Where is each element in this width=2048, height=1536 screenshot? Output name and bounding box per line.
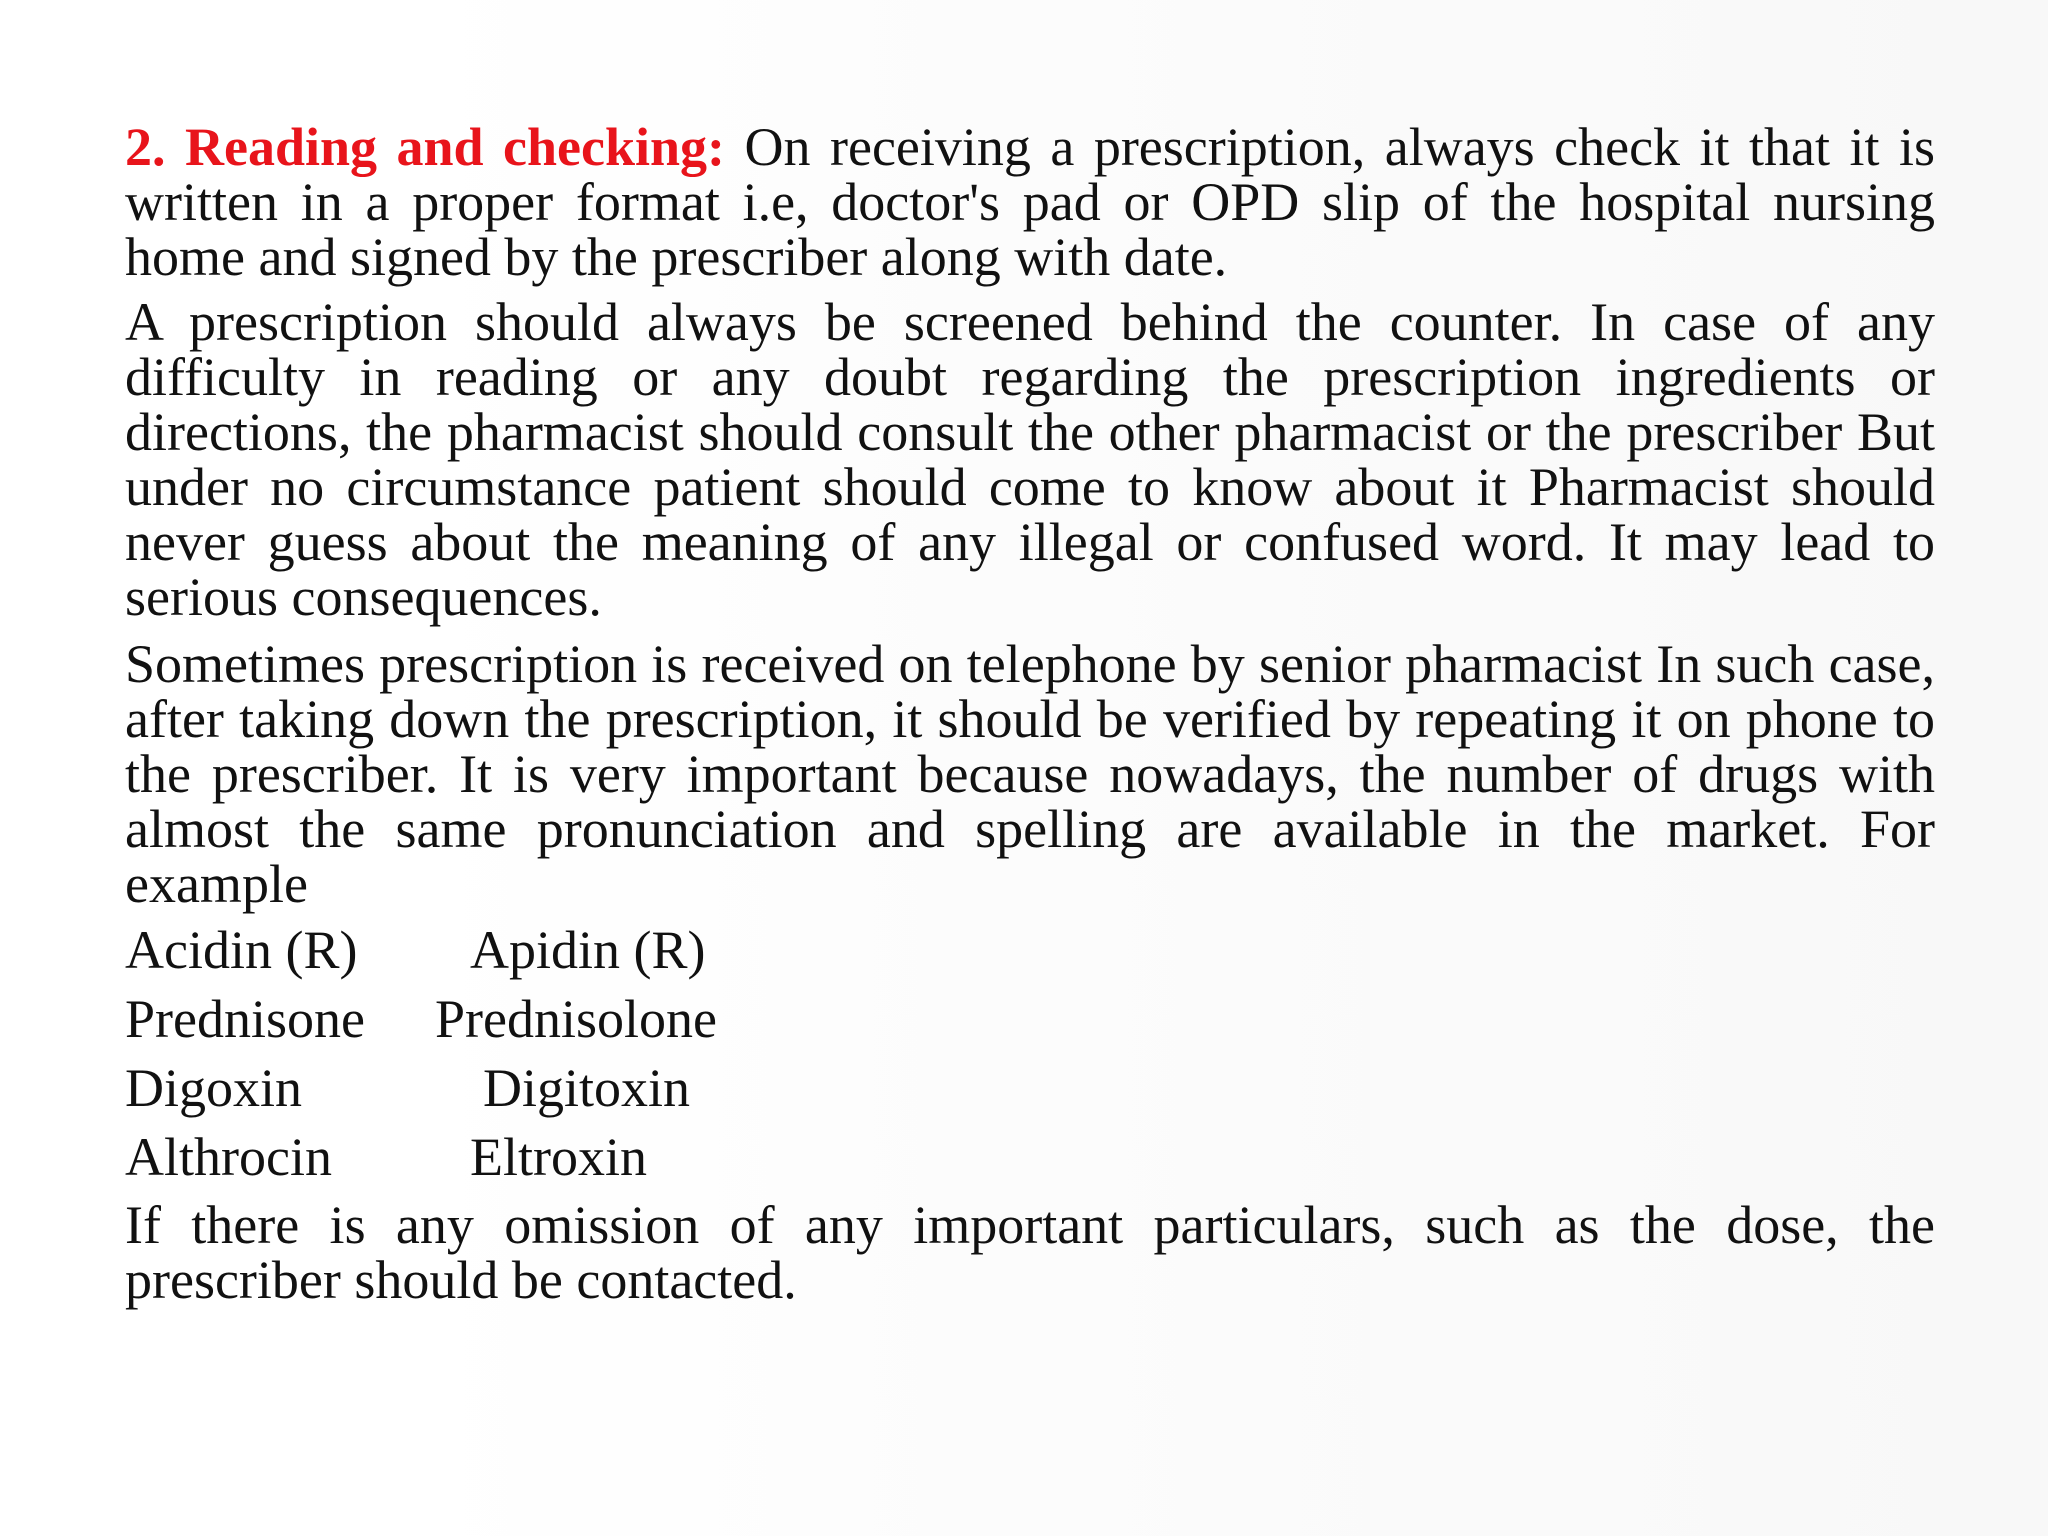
drug-name-right: Apidin (R) [470, 920, 706, 980]
drug-pair [125, 985, 1935, 1054]
paragraph-screening: A prescription should always be screened behind the counter. In case of any difficulty in reading or any doubt regarding the prescription ingredients or directions, the pharmacist should consult the other pharmacist or the prescriber But under no circumstance patient should come to know about it Pharmacist should never guess about the meaning of any illegal or confused word. It may lead to serious consequences. [125, 292, 1935, 627]
drug-name-right: Digitoxin [483, 1058, 691, 1118]
closing-paragraph: If there is any omission of any important particulars, such as the dose, the prescriber should be contacted. [125, 1195, 1935, 1310]
intro-text: On receiving a prescription, always check it that it is written in a proper format i.e, doctor's pad or OPD slip of the hospital nursing home and signed by the prescriber along with date. [125, 117, 1935, 287]
section-heading: 2. Reading and checking: [125, 117, 726, 177]
drug-pair-list [125, 916, 1935, 1192]
drug-name-right: Prednisolone [435, 989, 717, 1049]
paragraph-telephone: Sometimes prescription is received on telephone by senior pharmacist In such case, after taking down the prescription, it should be verified by repeating it on phone to the prescriber. It is very important because nowadays, the number of drugs with almost the same pronunciation and spelling are available in the market. For example [125, 634, 1935, 914]
drug-name-right: Eltroxin [470, 1127, 647, 1187]
slide-content [125, 117, 1935, 1320]
drug-name-left: Althrocin [125, 1127, 332, 1187]
drug-name-left: Prednisone [125, 989, 365, 1049]
drug-name-left: Acidin (R) [125, 920, 358, 980]
drug-pair [125, 1123, 1935, 1192]
drug-pair [125, 916, 1935, 985]
drug-name-left: Digoxin [125, 1058, 303, 1118]
intro-paragraph [125, 117, 1935, 287]
drug-pair [125, 1054, 1935, 1123]
